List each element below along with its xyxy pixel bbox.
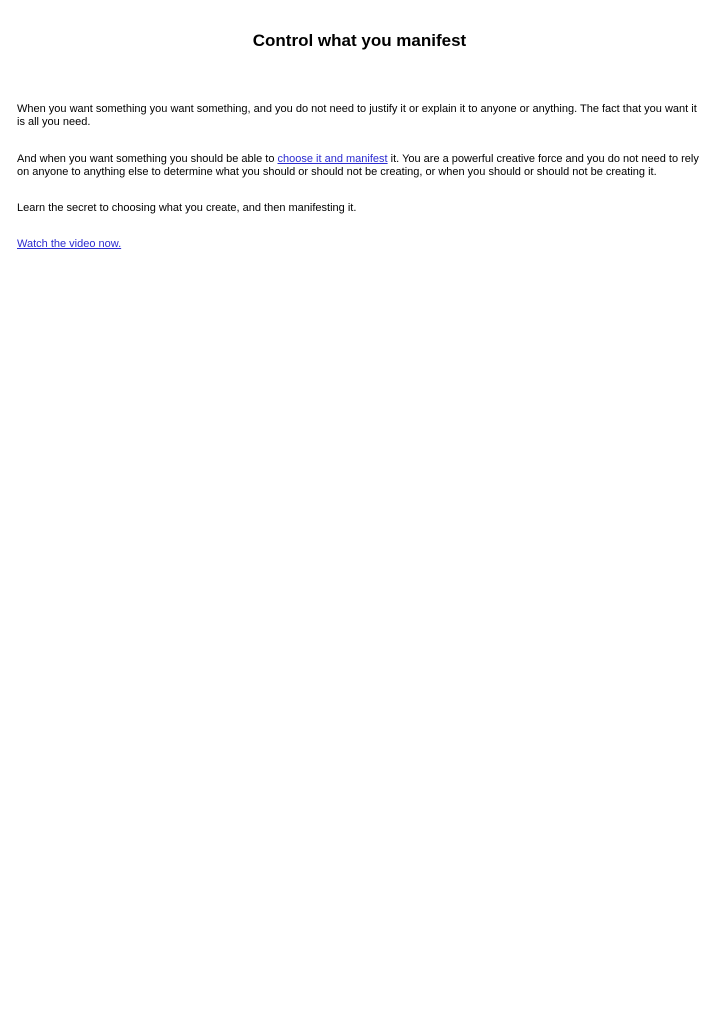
paragraph-secret: Learn the secret to choosing what you create, and then manifesting it. <box>17 202 357 215</box>
article-body <box>17 103 707 275</box>
choose-it-and-manifest-link[interactable]: choose it and manifest <box>277 152 388 165</box>
paragraph-choose-text-before: And when you want something you should be able to <box>17 152 278 165</box>
paragraph-video <box>17 238 707 251</box>
paragraph-choose-text-after: it. You are a powerful creative force and you do not need to rely on anyone to anything else to determine what you should or should not be creating, or when you should or should not be creating it. <box>17 152 699 178</box>
page-title: Control what you manifest <box>252 31 467 50</box>
paragraph-intro: When you want something you want something, and you do not need to justify it or explain it to anyone or anything. The fact that you want it is all you need. <box>17 103 697 129</box>
watch-video-link[interactable]: Watch the video now. <box>17 238 122 251</box>
paragraph-choose <box>17 153 707 180</box>
